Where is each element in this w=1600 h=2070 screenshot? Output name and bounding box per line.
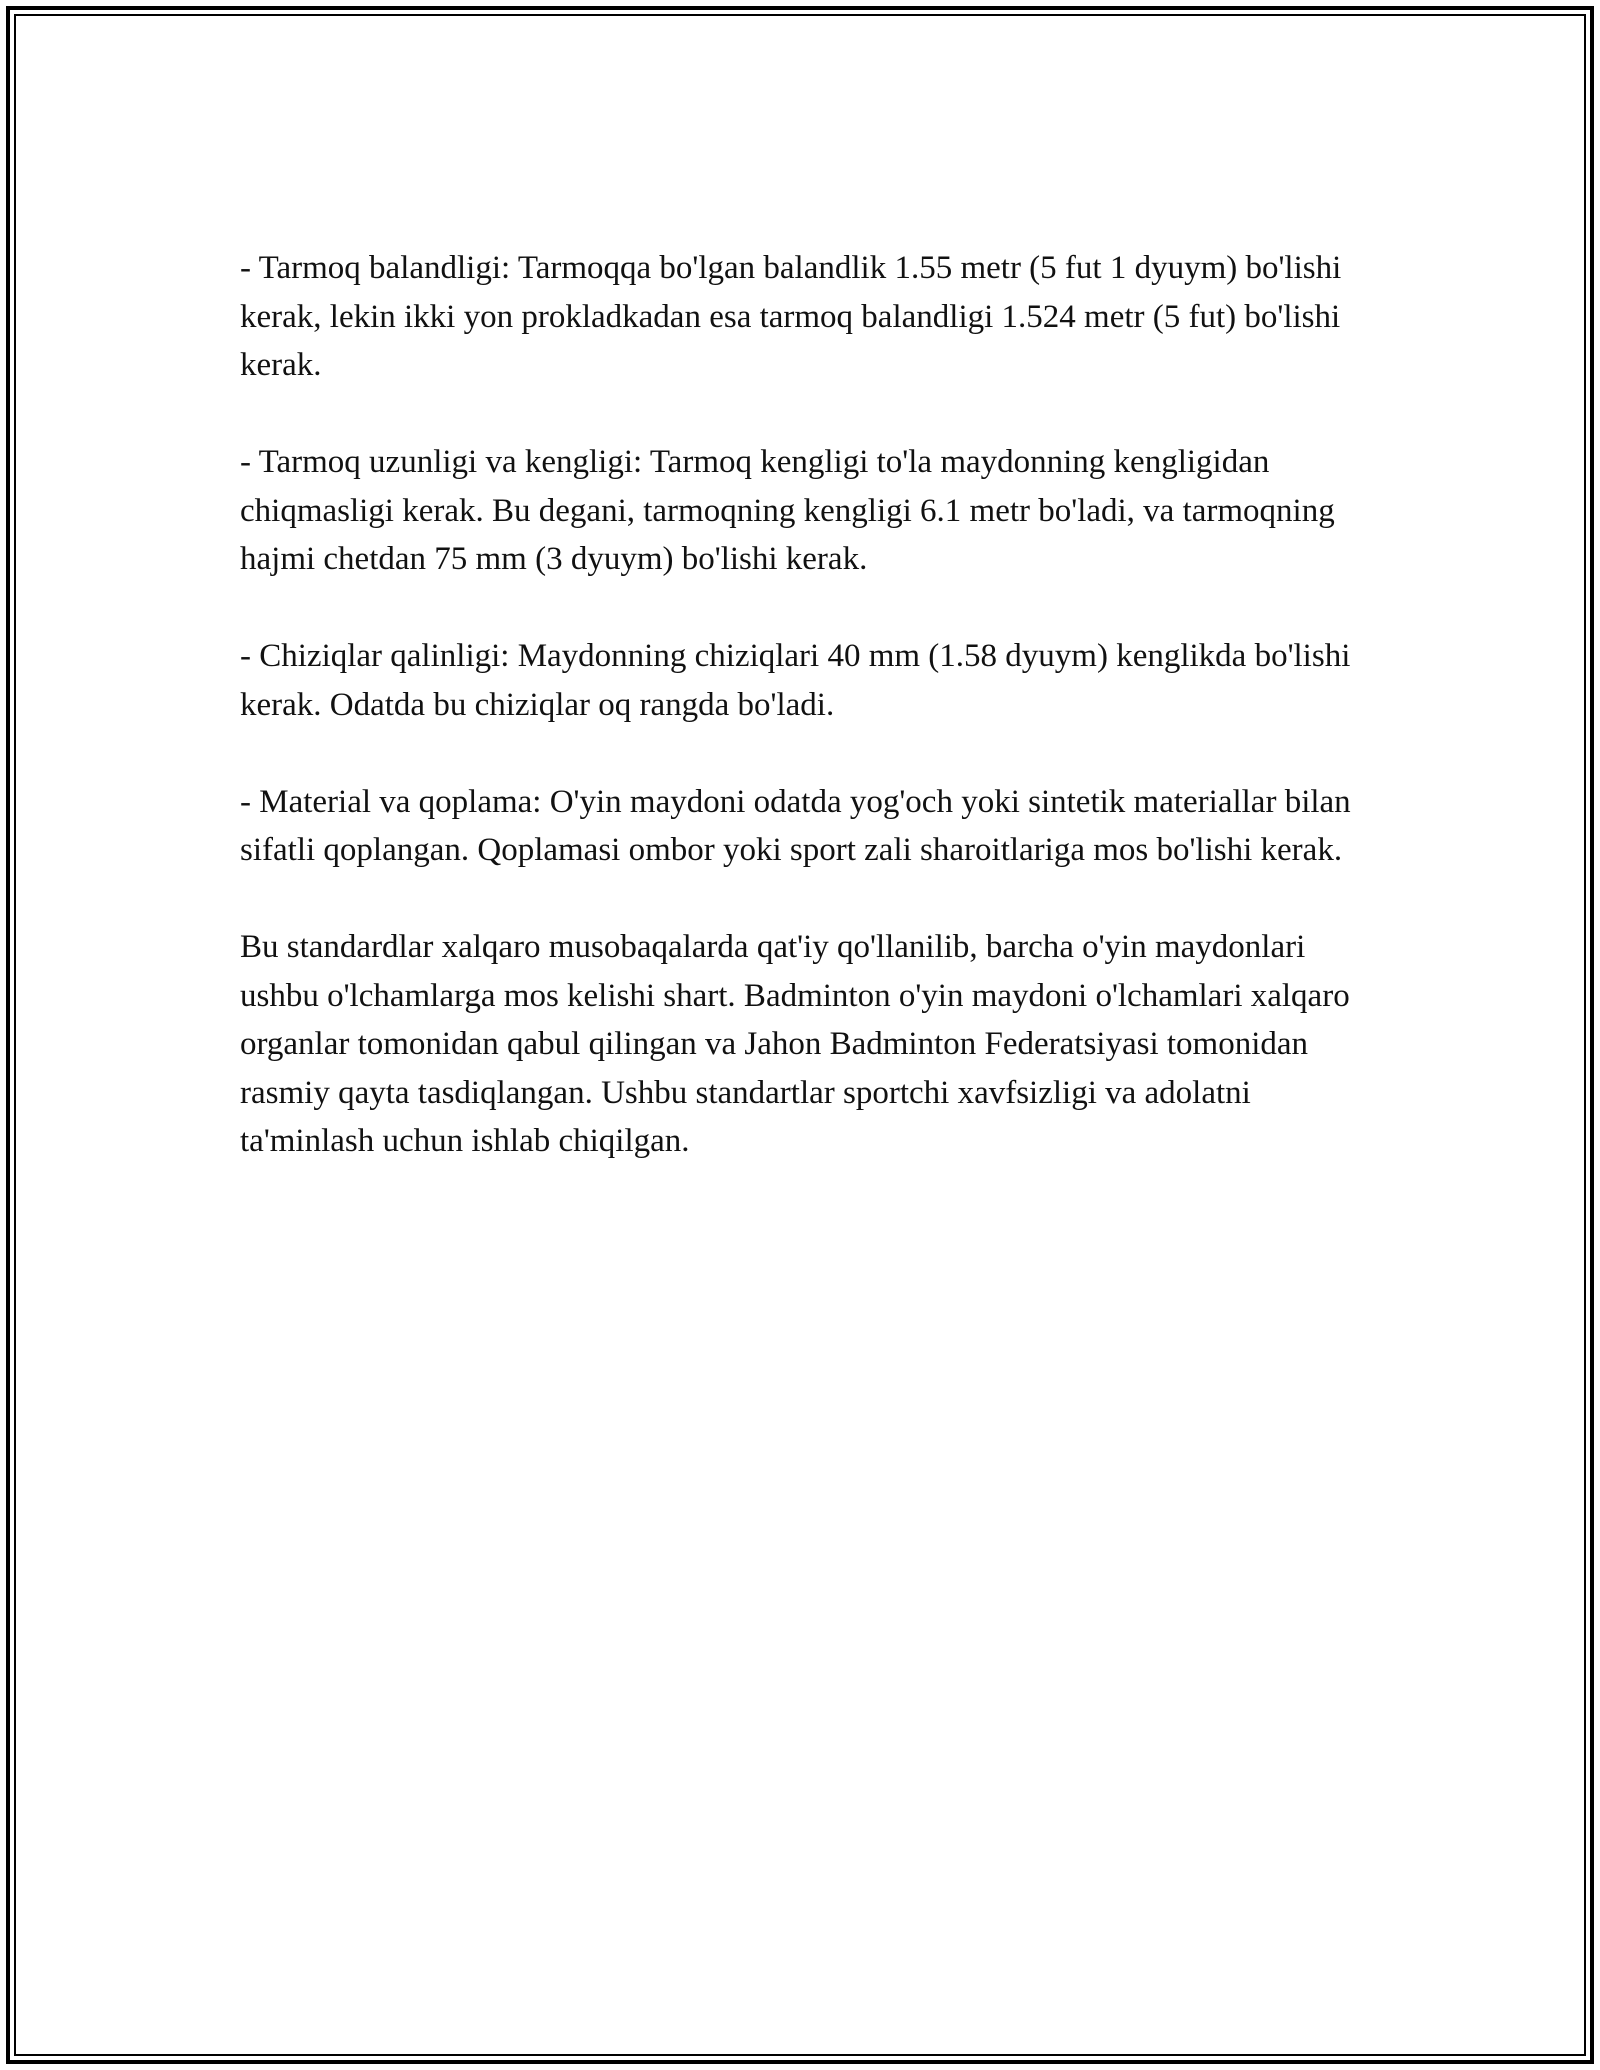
document-body bbox=[240, 244, 1380, 1214]
paragraph-net-height: - Tarmoq balandligi: Tarmoqqa bo'lgan balandlik 1.55 metr (5 fut 1 dyuym) bo'lishi kerak, lekin ikki yon prokladkadan esa tarmoq balandligi 1.524 metr (5 fut) bo'lishi kerak. bbox=[240, 250, 1342, 383]
paragraph-line-thickness: - Chiziqlar qalinligi: Maydonning chiziqlari 40 mm (1.58 dyuym) kenglikda bo'lishi kerak. Odatda bu chiziqlar oq rangda bo'ladi. bbox=[240, 638, 1351, 723]
page-frame bbox=[6, 6, 1594, 2064]
paragraph-net-length-width: - Tarmoq uzunligi va kengligi: Tarmoq kengligi to'la maydonning kengligidan chiqmasligi kerak. Bu degani, tarmoqning kengligi 6.1 metr bo'ladi, va tarmoqning hajmi chetdan 75 mm (3 dyuym) bo'lishi kerak. bbox=[240, 444, 1335, 577]
page-frame-inner-border bbox=[14, 14, 1586, 2056]
paragraph-material-surface: - Material va qoplama: O'yin maydoni odatda yog'och yoki sintetik materiallar bilan sifatli qoplangan. Qoplamasi ombor yoki sport zali sharoitlariga mos bo'lishi kerak. bbox=[240, 783, 1351, 868]
paragraph-standards-summary: Bu standardlar xalqaro musobaqalarda qat'iy qo'llanilib, barcha o'yin maydonlari ushbu o'lchamlarga mos kelishi shart. Badminton o'yin maydoni o'lchamlari xalqaro organlar tomonidan qabul qilingan va Jahon Badminton Federatsiyasi tomonidan rasmiy qayta tasdiqlangan. Ushbu standartlar sportchi xavfsizligi va adolatni ta'minlash uchun ishlab chiqilgan. bbox=[240, 929, 1350, 1159]
